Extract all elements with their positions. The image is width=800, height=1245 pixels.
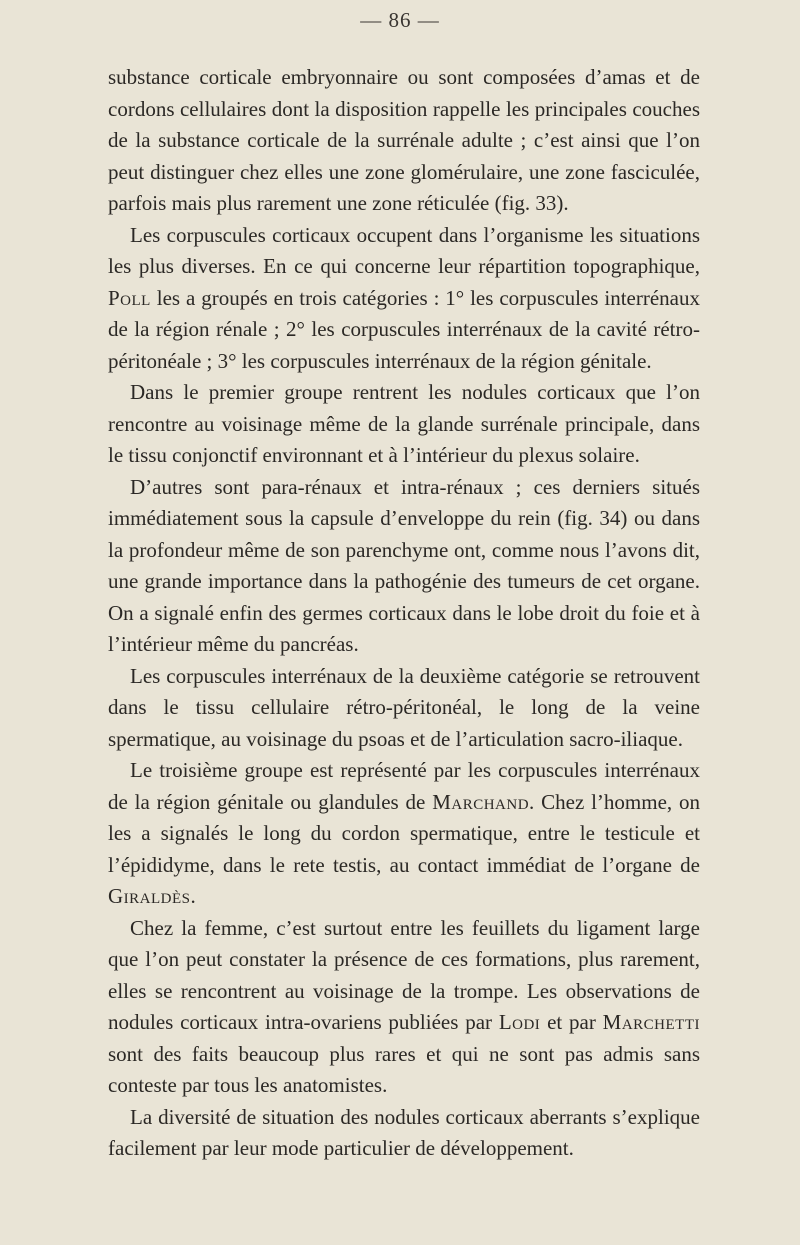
text-run: La diversité de situation des nodules corticaux aberrants s’explique facilement par leur mode particulier de développement. <box>108 1104 700 1160</box>
paragraph-7 <box>108 913 700 1102</box>
text-run: . Chez l’homme, on les a signalés le long du cordon spermatique, entre le testicule et l’épididyme, dans le rete testis, au contact immédiat de l’organe de <box>108 789 700 877</box>
text-run: Le troisième groupe est représenté par les corpuscules interrénaux de la région génitale ou glandules de <box>108 758 700 814</box>
body-text <box>108 62 700 1165</box>
text-run: Les corpuscules interrénaux de la deuxième catégorie se retrouvent dans le tissu cellulaire rétro-péritonéal, le long de la veine spermatique, au voisinage du psoas et de l’articulation sacro-iliaque. <box>108 663 700 751</box>
paragraph-3 <box>108 377 700 472</box>
text-run: les a groupés en trois catégories : 1° les corpuscules interrénaux de la région rénale ; 2° les corpuscules interrénaux de la cavité rétro-péritonéale ; 3° les corpuscules interrénaux de la région génitale. <box>108 285 700 373</box>
author-name-marchand: Marchand <box>432 789 530 814</box>
text-run: . <box>190 884 196 908</box>
text-run: substance corticale embryonnaire ou sont composées d’amas et de cordons cellulaires dont la disposition rappelle les principales couches de la substance corticale de la surrénale adulte ; c’est ainsi que l’on peut distinguer chez elles une zone glomérulaire, une zone fasciculée, parfois mais plus rarement une zone réticulée (fig. 33). <box>108 65 700 215</box>
paragraph-4 <box>108 472 700 661</box>
paragraph-1 <box>108 62 700 220</box>
text-run: Chez la femme, c’est surtout entre les feuillets du ligament large que l’on peut constater la présence de ces formations, plus rarement, elles se rencontrent au voisinage de la trompe. Les observations de nodules corticaux intra-ovariens publiées par <box>108 915 700 1034</box>
paragraph-5 <box>108 661 700 756</box>
author-name-giraldes: Giraldès <box>108 884 191 908</box>
text-run: Dans le premier groupe rentrent les nodules corticaux que l’on rencontre au voisinage même de la glande surrénale principale, dans le tissu conjonctif environnant et à l’intérieur du plexus solaire. <box>108 380 700 467</box>
page-number: — 86 — <box>360 8 440 32</box>
paragraph-2 <box>108 220 700 378</box>
author-name-poll: Poll <box>108 285 151 310</box>
text-run: et par <box>540 1010 603 1034</box>
text-run: D’autres sont para-rénaux et intra-rénaux ; ces derniers situés immédiatement sous la capsule d’enveloppe du rein (fig. 34) ou dans la profondeur même de son parenchyme ont, comme nous l’avons dit, une grande importance dans la pathogénie des tumeurs de cet organe. On a signalé enfin des germes corticaux dans le lobe droit du foie et à l’intérieur même du pancréas. <box>108 474 700 656</box>
paragraph-8 <box>108 1102 700 1165</box>
paragraph-6 <box>108 755 700 913</box>
author-name-lodi: Lodi <box>498 1010 541 1034</box>
text-run: Les corpuscules corticaux occupent dans l’organisme les situations les plus diverses. En ce qui concerne leur répartition topographique, <box>108 222 700 278</box>
author-name-marchetti: Marchetti <box>602 1010 700 1034</box>
text-run: sont des faits beaucoup plus rares et qui ne sont pas admis sans conteste par tous les anatomistes. <box>108 1041 700 1097</box>
